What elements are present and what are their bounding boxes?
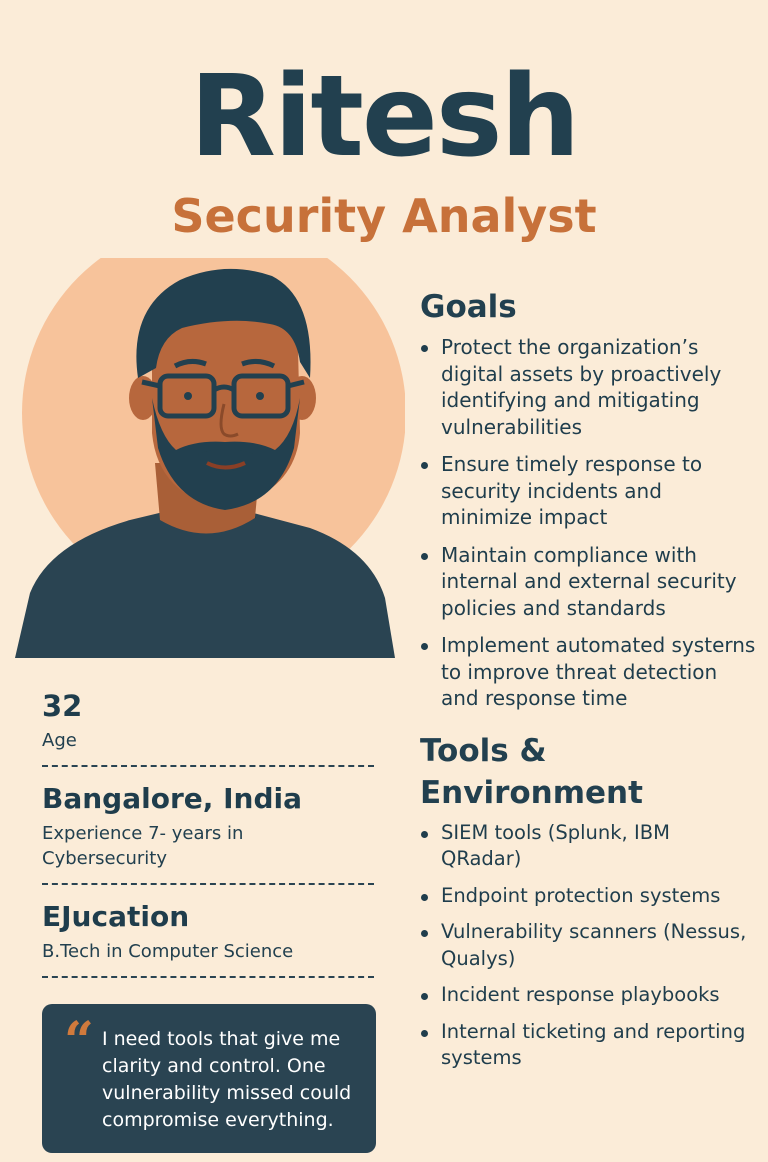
quote-mark-icon: “ (64, 1011, 94, 1072)
persona-facts (42, 688, 374, 992)
quote-text: I need tools that give me clarity and control. One vulnerability missed could compromise everything. (102, 1028, 352, 1131)
persona-name: Ritesh (189, 52, 579, 182)
goals-section (420, 286, 756, 712)
bullet-icon (421, 993, 428, 1000)
tool-item (420, 982, 756, 1009)
bullet-icon (421, 462, 428, 469)
goals-list (420, 334, 756, 712)
tool-item-text: Internal ticketing and reporting systems (441, 1019, 746, 1069)
goal-item-text: Maintain compliance with internal and external security policies and standards (441, 542, 737, 620)
tool-item-text: Endpoint protection systems (441, 883, 721, 907)
portrait-illustration (10, 258, 405, 658)
goal-item (420, 632, 756, 712)
right-column (420, 286, 756, 1082)
tool-item-text: Vulnerability scanners (Nessus, Qualys) (441, 920, 747, 970)
persona-role: Security Analyst (171, 189, 597, 243)
bullet-icon (421, 553, 428, 560)
bullet-icon (421, 930, 428, 937)
bullet-icon (421, 345, 428, 352)
fact-location-label: Experience 7- years in Cybersecurity (42, 823, 244, 869)
goal-item (420, 334, 756, 440)
fact-education-value: EJucation (42, 900, 190, 933)
goal-item-text: Implement automated systerns to improve threat detection and response time (441, 633, 756, 710)
bullet-icon (421, 894, 428, 901)
quote-box (42, 1004, 376, 1153)
tools-list (420, 820, 756, 1072)
tool-item-text: Incident response playbooks (441, 983, 720, 1006)
tools-section (420, 730, 756, 1072)
tool-item (420, 1019, 756, 1072)
fact-age (42, 688, 374, 767)
fact-age-value: 32 (42, 689, 83, 723)
fact-education-label: B.Tech in Computer Science (42, 941, 294, 962)
fact-location-value: Bangalore, India (42, 782, 303, 815)
tool-item (420, 883, 756, 910)
goal-item (420, 451, 756, 531)
goal-item (420, 542, 756, 622)
goal-item-text: Ensure timely response to security incidents and minimize impact (441, 452, 703, 529)
fact-location (42, 781, 374, 885)
goal-item-text: Protect the organization’s digital assets by proactively identifying and mitigating vulnerabilities (441, 335, 722, 439)
fact-education (42, 899, 374, 978)
fact-age-label: Age (42, 730, 77, 751)
bullet-icon (421, 1030, 428, 1037)
tool-item (420, 919, 756, 972)
bullet-icon (421, 643, 428, 650)
tool-item (420, 820, 756, 873)
tool-item-text: SIEM tools (Splunk, IBM QRadar) (441, 820, 670, 870)
tools-title: Tools & Environment (420, 732, 643, 811)
bullet-icon (421, 831, 428, 838)
goals-title: Goals (420, 289, 517, 325)
